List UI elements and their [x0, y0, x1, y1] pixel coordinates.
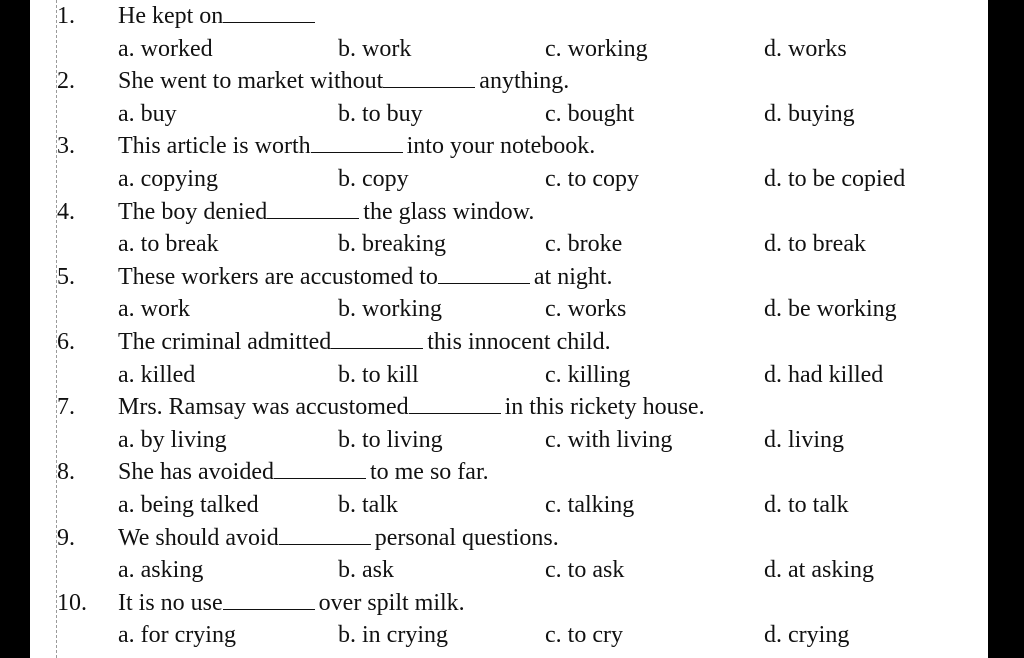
question-number: 9. [57, 524, 75, 551]
question-ending: this innocent child. [427, 328, 611, 355]
question-row [30, 391, 988, 424]
question-number: 5. [57, 263, 75, 290]
answer-blank [274, 457, 366, 479]
option-b: b. to buy [338, 100, 423, 127]
option-c: c. works [545, 296, 627, 323]
option-c: c. to copy [545, 165, 639, 192]
option-c: c. to cry [545, 622, 623, 649]
option-d: d. works [764, 35, 847, 62]
options-row [30, 33, 988, 66]
question-stem: He kept on [118, 3, 224, 29]
option-c: c. talking [545, 491, 635, 518]
options-row [30, 359, 988, 392]
question-stem: She went to market without [118, 68, 384, 95]
question-text [118, 130, 595, 163]
option-a: a. to break [118, 231, 219, 258]
question-text [118, 391, 705, 424]
question-number: 10. [57, 589, 87, 616]
question-ending: in this rickety house. [504, 394, 705, 421]
option-a: a. for crying [118, 622, 236, 649]
question-ending: personal questions. [374, 524, 559, 551]
answer-blank [331, 327, 423, 349]
question-ending: over spilt milk. [318, 589, 465, 616]
question-text [118, 261, 613, 294]
question-stem: She has avoided [118, 459, 274, 486]
question-number: 2. [57, 68, 75, 95]
option-c: c. to ask [545, 557, 625, 584]
worksheet-page [30, 0, 988, 658]
option-c: c. working [545, 35, 648, 62]
question-row [30, 130, 988, 163]
option-d: d. crying [764, 622, 850, 649]
option-c: c. killing [545, 361, 631, 388]
question-ending: to me so far. [369, 459, 489, 486]
option-a: a. buy [118, 100, 177, 127]
option-b: b. work [338, 35, 412, 62]
option-a: a. worked [118, 35, 213, 62]
option-b: b. copy [338, 165, 409, 192]
option-b: b. talk [338, 491, 398, 518]
answer-blank [223, 1, 315, 23]
question-text [118, 0, 319, 33]
question-stem: This article is worth [118, 133, 311, 160]
options-row [30, 424, 988, 457]
question-number: 8. [57, 459, 75, 486]
question-number: 1. [57, 3, 75, 29]
option-b: b. in crying [338, 622, 448, 649]
option-d: d. to talk [764, 491, 849, 518]
option-c: c. bought [545, 100, 635, 127]
question-ending: into your notebook. [406, 133, 596, 160]
answer-blank [438, 262, 530, 284]
question-ending: at night. [533, 263, 613, 290]
options-row [30, 293, 988, 326]
options-row [30, 98, 988, 131]
answer-blank [383, 66, 475, 88]
question-ending: the glass window. [363, 198, 535, 225]
option-a: a. killed [118, 361, 196, 388]
question-text [118, 587, 465, 620]
options-row [30, 228, 988, 261]
option-d: d. at asking [764, 557, 874, 584]
question-stem: The criminal admitted [118, 328, 332, 355]
question-number: 7. [57, 394, 75, 421]
question-number: 4. [57, 198, 75, 225]
option-d: d. had killed [764, 361, 884, 388]
options-row [30, 619, 988, 652]
question-text [118, 522, 559, 555]
option-a: a. being talked [118, 491, 259, 518]
option-b: b. breaking [338, 231, 446, 258]
question-stem: These workers are accustomed to [118, 263, 438, 290]
option-c: c. with living [545, 426, 673, 453]
answer-blank [311, 131, 403, 153]
answer-blank [409, 392, 501, 414]
option-b: b. to kill [338, 361, 419, 388]
option-a: a. copying [118, 165, 218, 192]
question-number: 3. [57, 133, 75, 160]
question-row [30, 261, 988, 294]
question-stem: It is no use [118, 589, 223, 616]
answer-blank [267, 197, 359, 219]
question-row [30, 456, 988, 489]
option-d: d. be working [764, 296, 897, 323]
question-stem: We should avoid [118, 524, 279, 551]
option-a: a. asking [118, 557, 204, 584]
answer-blank [223, 588, 315, 610]
options-row [30, 489, 988, 522]
option-b: b. ask [338, 557, 394, 584]
question-ending: anything. [479, 68, 570, 95]
question-list [30, 0, 988, 652]
option-d: d. to break [764, 231, 866, 258]
question-stem: Mrs. Ramsay was accustomed [118, 394, 409, 421]
question-row [30, 65, 988, 98]
option-b: b. working [338, 296, 442, 323]
option-d: d. living [764, 426, 845, 453]
question-row [30, 587, 988, 620]
option-a: a. work [118, 296, 190, 323]
question-number: 6. [57, 328, 75, 355]
option-d: d. to be copied [764, 165, 906, 192]
question-text [118, 326, 611, 359]
question-row [30, 522, 988, 555]
question-row [30, 196, 988, 229]
options-row [30, 163, 988, 196]
options-row [30, 554, 988, 587]
question-text [118, 65, 569, 98]
question-text [118, 456, 489, 489]
question-row [30, 0, 988, 33]
option-c: c. broke [545, 231, 623, 258]
option-d: d. buying [764, 100, 855, 127]
option-a: a. by living [118, 426, 227, 453]
question-stem: The boy denied [118, 198, 268, 225]
option-b: b. to living [338, 426, 443, 453]
answer-blank [279, 523, 371, 545]
question-text [118, 196, 534, 229]
question-row [30, 326, 988, 359]
